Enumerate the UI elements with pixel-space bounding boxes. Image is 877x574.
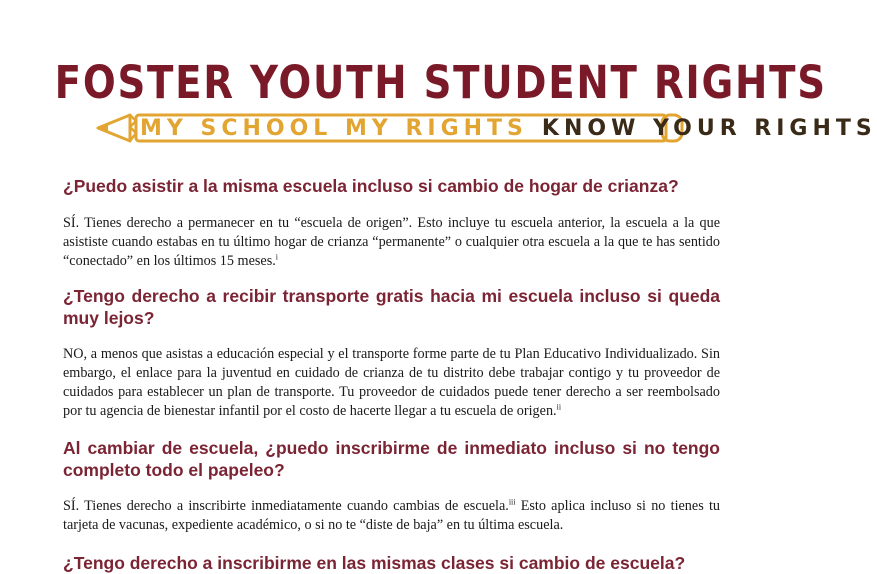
answer-paragraph	[63, 214, 720, 271]
pencil-tagline	[140, 115, 877, 143]
document-body	[63, 175, 720, 574]
tagline-know-your-rights: KNOW YOUR RIGHTS	[541, 116, 877, 141]
answer-paragraph	[63, 345, 720, 421]
question-heading: Al cambiar de escuela, ¿puedo inscribirme de inmediato incluso si no tengo completo todo el papeleo?	[63, 438, 720, 480]
question-heading: ¿Puedo asistir a la misma escuela incluso si cambio de hogar de crianza?	[63, 176, 679, 196]
footnote-marker: iii	[508, 497, 516, 507]
answer-paragraph	[63, 497, 720, 535]
question-heading: ¿Tengo derecho a recibir transporte gratis hacia mi escuela incluso si queda muy lejos?	[63, 286, 720, 328]
answer-text-continued: Esto aplica incluso si no tienes tu tarjeta de vacunas, expediente académico, o si no te “diste de baja” en tu última escuela.	[63, 498, 720, 533]
logo-title: FOSTER YOUTH STUDENT RIGHTS	[54, 56, 827, 109]
question-heading: ¿Tengo derecho a inscribirme en las mismas clases si cambio de escuela?	[63, 553, 686, 573]
answer-text: SÍ. Tienes derecho a inscribirte inmediatamente cuando cambias de escuela.	[63, 498, 509, 514]
tagline-my-school: MY SCHOOL MY RIGHTS	[140, 116, 528, 141]
footnote-marker: i	[275, 252, 278, 262]
answer-text: SÍ. Tienes derecho a permanecer en tu “escuela de origen”. Esto incluye tu escuela anterior, la escuela a la que asististe cuando estabas en tu último hogar de crianza “permanente” o cualquier otra escuela a la que te has sentido “conectado” en los últimos 15 meses.	[63, 215, 720, 269]
document-header	[0, 56, 827, 109]
footnote-marker: ii	[556, 402, 562, 412]
answer-text: NO, a menos que asistas a educación especial y el transporte forme parte de tu Plan Educativo Individualizado. Sin embargo, el enlace para la juventud en cuidado de crianza de tu distrito debe trabajar contigo y tu proveedor de cuidados para establecer un plan de transporte. Tu proveedor de cuidados puede tener derecho a ser reembolsado por tu agencia de bienestar infantil por el costo de hacerte llegar a tu escuela de origen.	[63, 346, 720, 419]
